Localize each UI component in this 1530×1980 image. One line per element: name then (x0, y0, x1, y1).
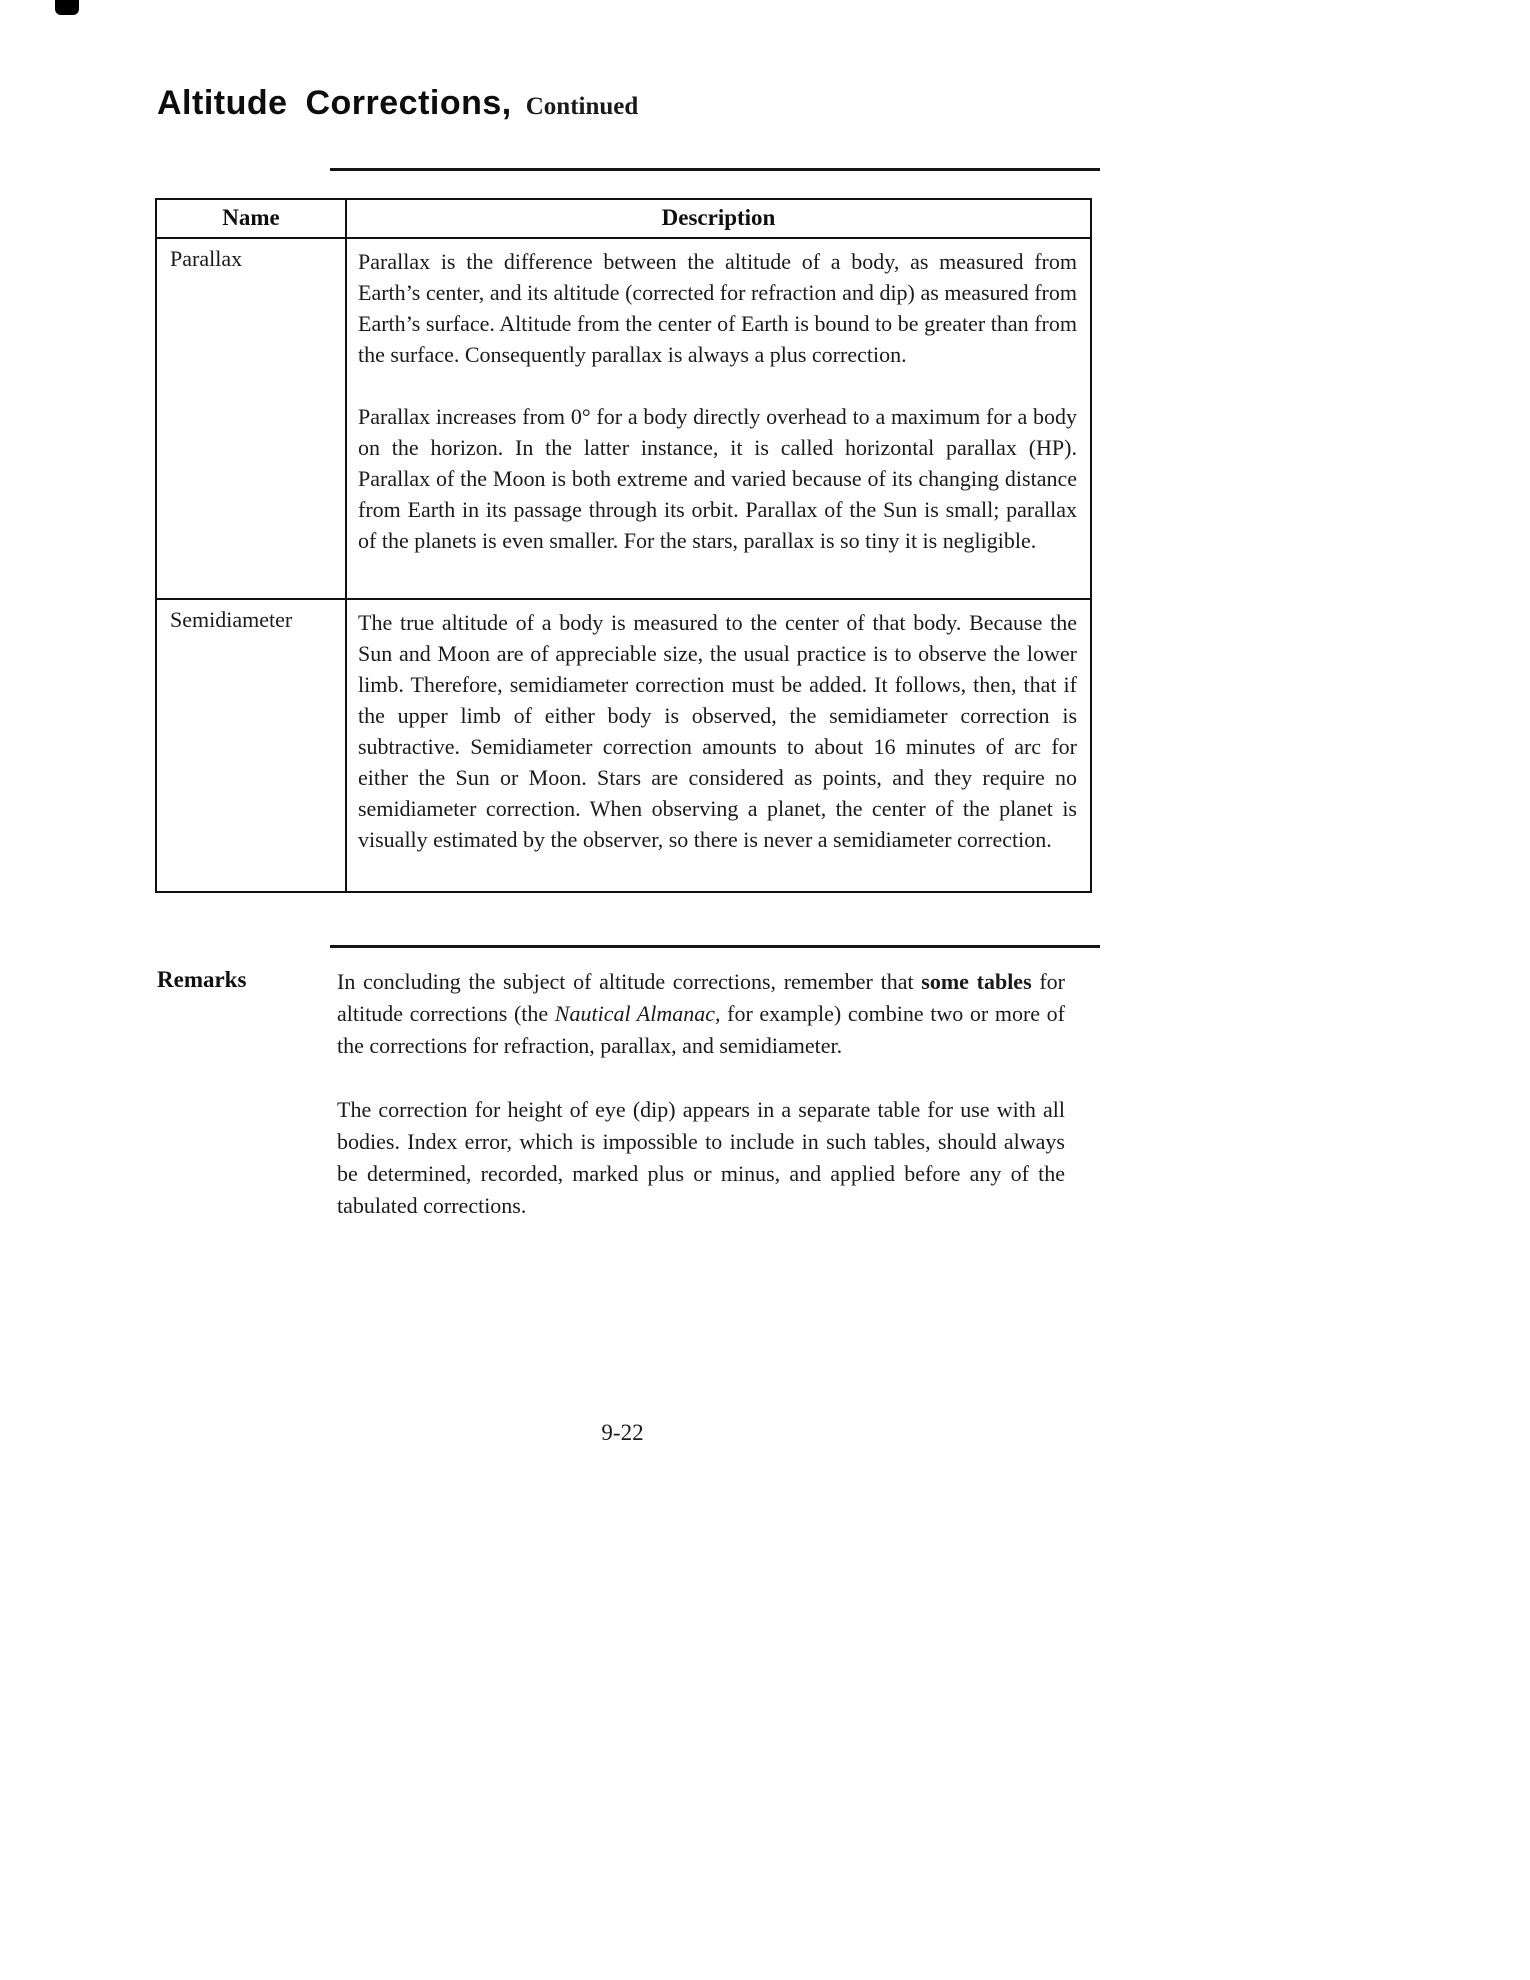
row-name-parallax: Parallax (156, 238, 346, 599)
remarks-paragraph: In concluding the subject of altitude corrections, remember that some tables for altitude corrections (the Nautical Almanac, for example) combine two or more of the corrections for refraction, parallax, and semidiameter. (337, 969, 1065, 1058)
description-paragraph: The true altitude of a body is measured to the center of that body. Because the Sun and Moon are of appreciable size, the usual practice is to observe the lower limb. Therefore, semidiameter correction must be added. It follows, then, that if the upper limb of either body is observed, the semidiameter correction is subtractive. Semidiameter correction amounts to about 16 minutes of arc for either the Sun or Moon. Stars are considered as points, and they require no semidiameter correction. When observing a planet, the center of the planet is visually estimated by the observer, so there is never a semidiameter correction. (358, 610, 1077, 852)
section-divider-top (330, 168, 1100, 171)
remarks-label: Remarks (157, 967, 247, 992)
remarks-section (157, 966, 1530, 1222)
table-row (156, 238, 1091, 599)
row-description-semidiameter (346, 599, 1091, 892)
column-header-description: Description (346, 199, 1091, 238)
title-continued: Continued (525, 93, 639, 120)
title-text: Altitude Corrections, (157, 84, 512, 122)
table-header-row (156, 199, 1091, 238)
remarks-paragraph: The correction for height of eye (dip) appears in a separate table for use with all bodies. Index error, which is impossible to include in such tables, should always be determined, recorded, marked plus or minus, and applied before any of the tabulated corrections. (337, 1097, 1065, 1218)
row-description-parallax (346, 238, 1091, 599)
description-paragraph: Parallax increases from 0° for a body directly overhead to a maximum for a body on the horizon. In the latter instance, it is called horizontal parallax (HP). Parallax of the Moon is both extreme and varied because of its changing distance from Earth in its passage through its orbit. Parallax of the Sun is small; parallax of the planets is even smaller. For the stars, parallax is so tiny it is negligible. (358, 404, 1077, 553)
column-header-name: Name (156, 199, 346, 238)
page-title (157, 84, 638, 123)
description-paragraph: Parallax is the difference between the altitude of a body, as measured from Earth’s center, and its altitude (corrected for refraction and dip) as measured from Earth’s surface. Altitude from the center of Earth is bound to be greater than from the surface. Consequently parallax is always a plus correction. (358, 249, 1077, 367)
section-divider-remarks (330, 945, 1100, 948)
remarks-body (337, 966, 1065, 1222)
table-row (156, 599, 1091, 892)
scan-artifact (55, 0, 79, 15)
row-name-semidiameter: Semidiameter (156, 599, 346, 892)
page-number: 9-22 (601, 1420, 644, 1445)
corrections-table (155, 198, 1092, 893)
